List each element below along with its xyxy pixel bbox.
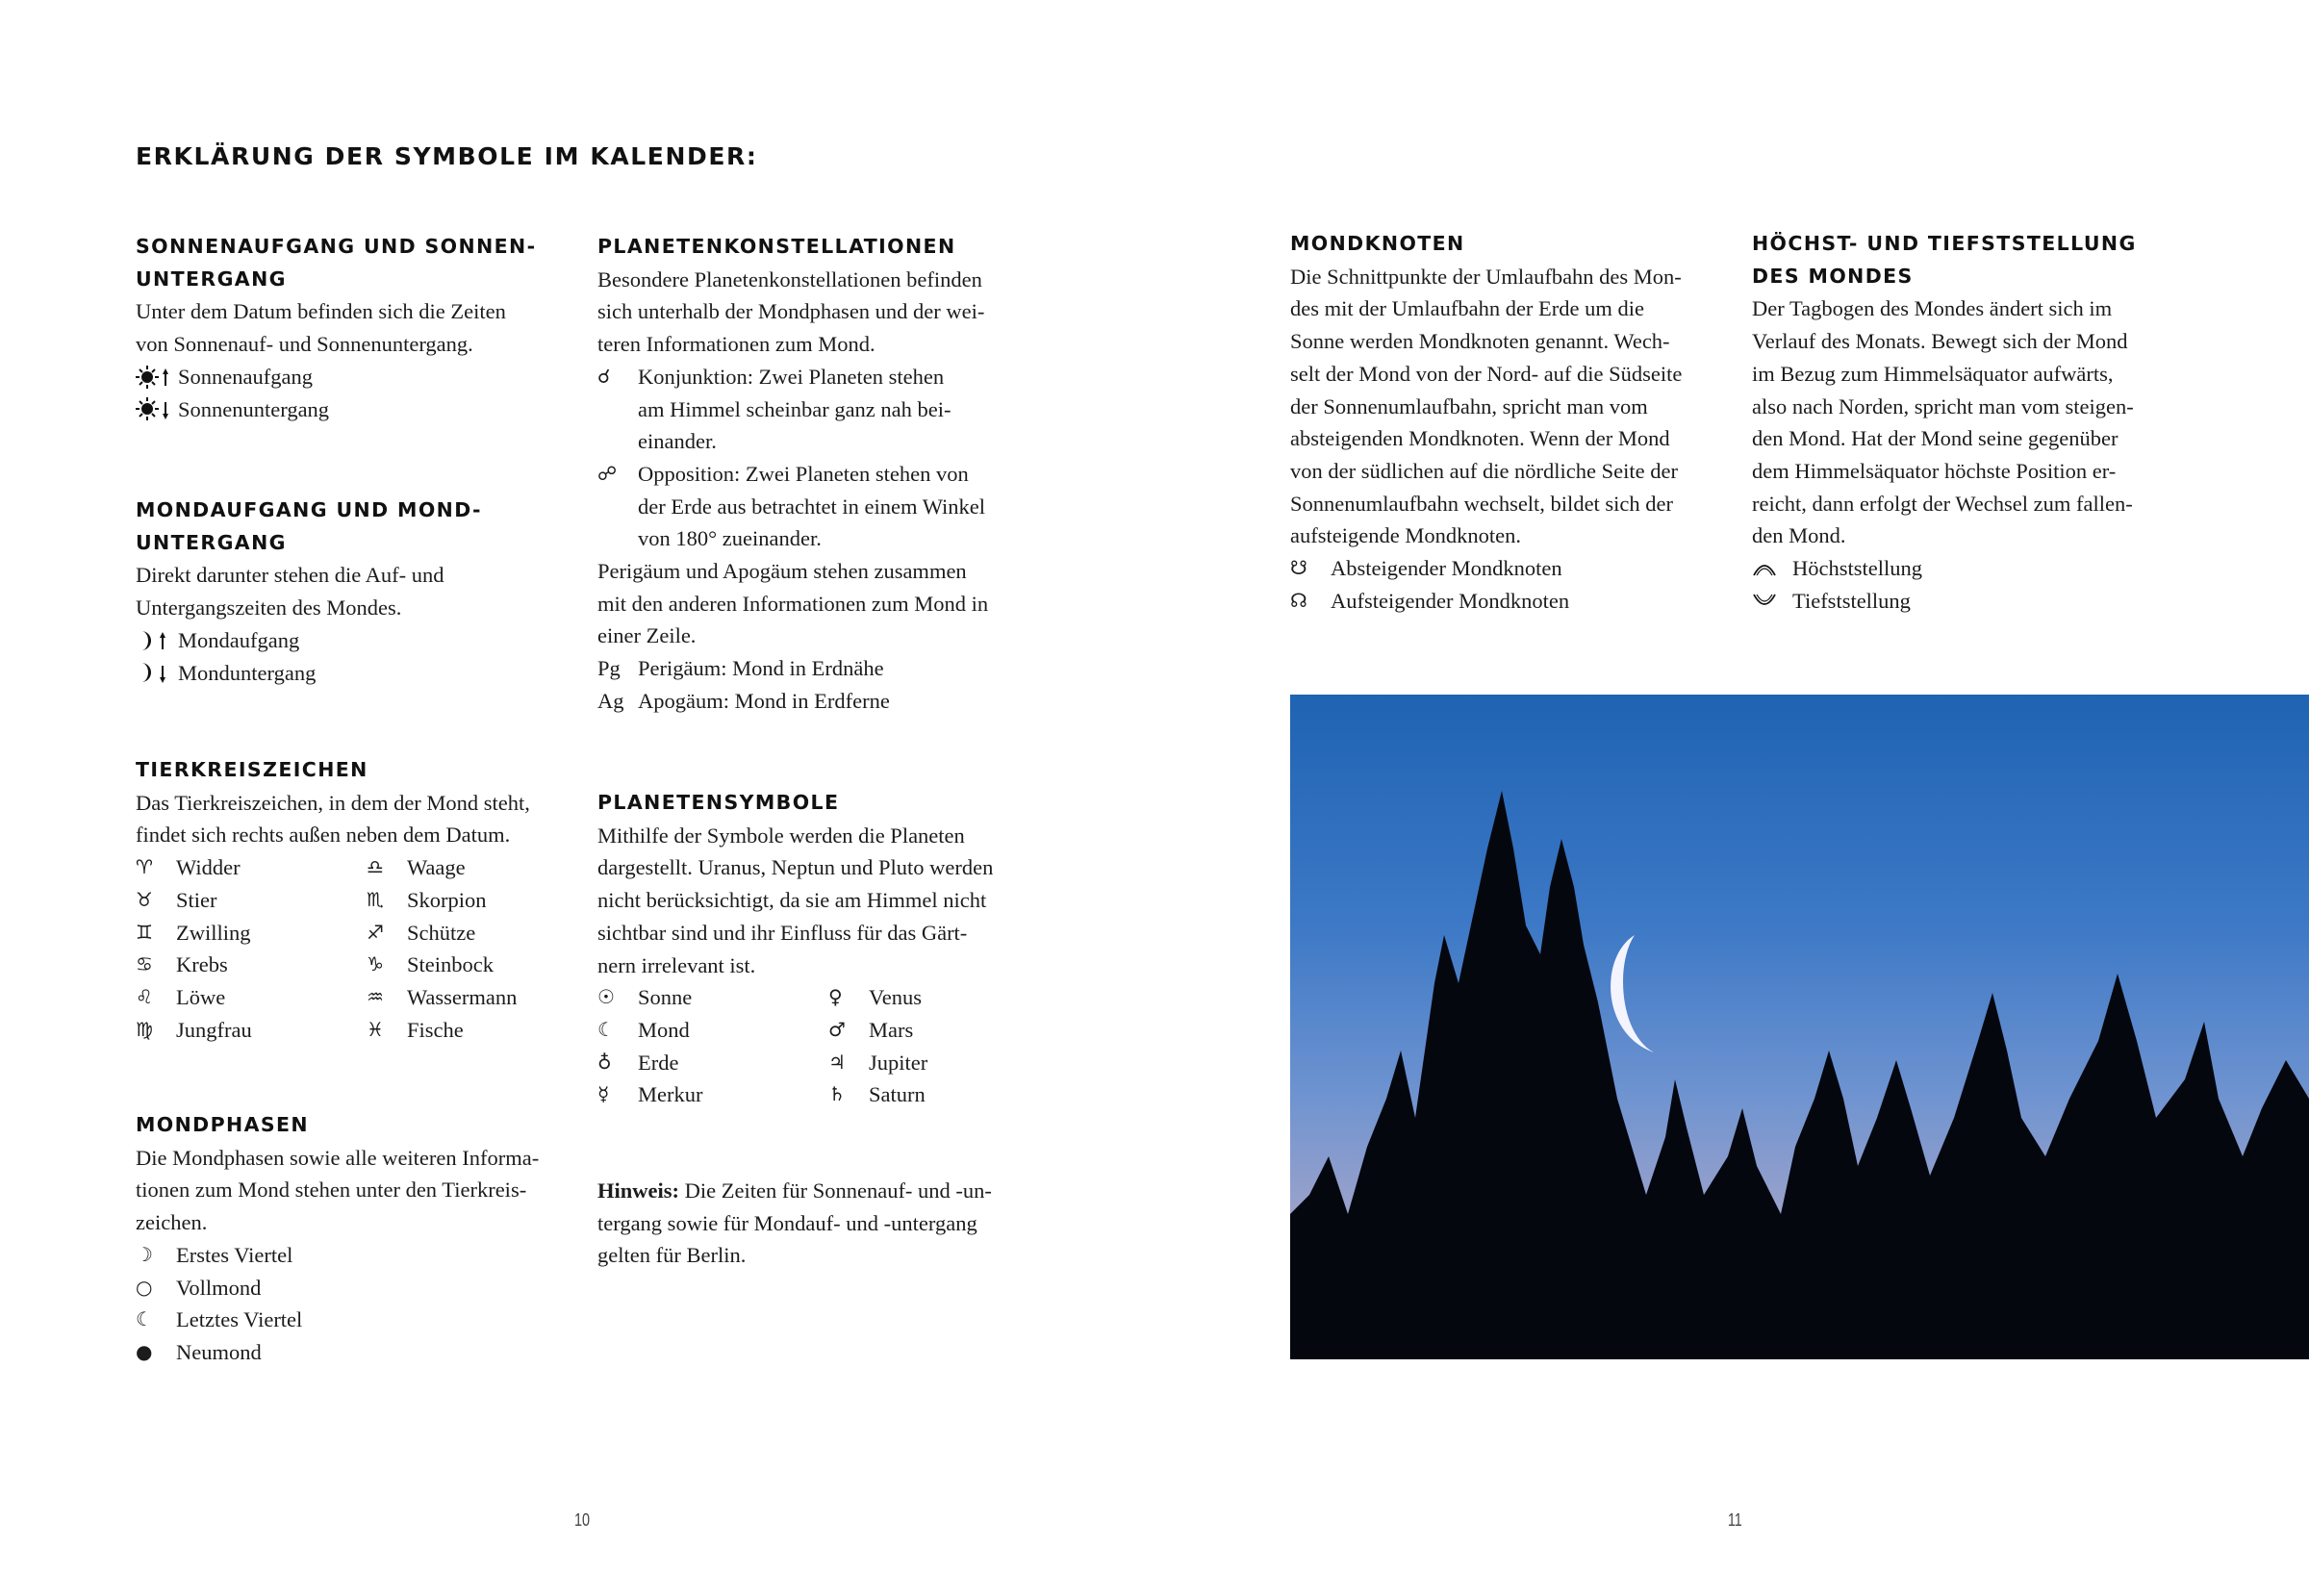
legend-label: Steinbock [407,952,494,977]
note-text: Die Zeiten für Sonnenauf- und -un- [679,1178,992,1203]
body-text: sichtbar sind und ihr Einfluss für das Gärt- [597,920,968,945]
legend-item [136,1336,569,1369]
body-text: dem Himmelsäquator höchste Position er- [1752,458,2117,483]
body-text: Mithilfe der Symbole werden die Planeten [597,823,965,848]
planet-column-right [828,981,1059,1111]
legend-item [1752,585,2195,618]
section-highest-lowest [1752,228,2195,617]
body-text: Verlauf des Monats. Bewegt sich der Mond [1752,329,2128,354]
sun-icon: ☉ [597,985,615,1009]
legend-item [136,981,367,1014]
earth-icon: ♁ [597,1050,612,1074]
legend-label: Neumond [176,1339,262,1364]
legend-item [828,1014,1059,1047]
legend-label: Perigäum: Mond in Erdnähe [638,656,884,681]
jupiter-icon: ♃ [828,1050,846,1074]
body-text: sich unterhalb der Mondphasen und der wei- [597,299,985,324]
legend-label: Monduntergang [178,660,317,685]
legend-item [1752,552,2195,585]
legend-item [597,981,828,1014]
section-heading: MONDKNOTEN [1290,232,1465,255]
taurus-icon: ♉ [136,887,153,911]
legend-item [367,884,597,917]
ascending-node-icon: ☊ [1290,588,1307,612]
conjunction-icon: ☌ [597,364,611,388]
legend-description [638,361,1040,458]
body-text: nicht berücksichtigt, da sie am Himmel nicht [597,888,987,913]
legend-label: Tiefststellung [1792,588,1911,613]
body-text: Der Tagbogen des Mondes ändert sich im [1752,296,2113,321]
legend-label: Krebs [176,952,228,977]
body-text: im Bezug zum Himmelsäquator aufwärts, [1752,361,2114,386]
legend-item [1290,552,1733,585]
capricorn-icon: ♑ [367,952,384,976]
legend-label: Saturn [869,1082,926,1107]
body-text: den Mond. [1752,523,1846,548]
legend-label: Waage [407,855,466,880]
pisces-icon: ♓ [367,1017,384,1041]
moon-up-icon [136,624,176,657]
legend-item [367,981,597,1014]
legend-label: Mondaufgang [178,627,300,652]
page-title: ERKLÄRUNG DER SYMBOLE IM KALENDER: [136,142,758,170]
body-text: zeichen. [136,1210,208,1235]
body-text: des mit der Umlaufbahn der Erde um die [1290,296,1645,321]
legend-item [828,981,1059,1014]
legend-label: Mond [638,1017,690,1042]
body-text: findet sich rechts außen neben dem Datum. [136,823,511,848]
section-sunrise [136,231,569,425]
legend-item [136,1239,569,1272]
note-line: tergang sowie für Mondauf- und -untergang [597,1210,977,1235]
body-text: dargestellt. Uranus, Neptun und Pluto werden [597,855,994,880]
cancer-icon: ♋ [136,952,153,976]
legend-line: am Himmel scheinbar ganz nah bei- [638,396,952,421]
legend-label: Widder [176,855,241,880]
moon-forest-photo [1290,695,2309,1359]
legend-item [136,657,569,690]
legend-item [1290,585,1733,618]
note [597,1175,1050,1272]
section-heading: PLANETENSYMBOLE [597,791,840,814]
section-heading: MONDAUFGANG UND MOND- [136,498,482,521]
legend-label: Vollmond [176,1275,262,1300]
legend-line: einander. [638,429,717,454]
legend-label: Zwilling [176,920,251,945]
full-moon-icon: ○ [136,1275,153,1299]
section-moonrise [136,494,569,689]
body-text: tionen zum Mond stehen unter den Tierkreis- [136,1178,527,1203]
moon-down-icon [136,657,176,690]
body-text: den Mond. Hat der Mond seine gegenüber [1752,426,2119,451]
legend-item [597,1014,828,1047]
legend-label: Mars [869,1017,914,1042]
page-number-left: 10 [574,1510,591,1530]
highest-position-icon [1752,552,1792,585]
legend-item [367,949,597,981]
legend-label: Erstes Viertel [176,1242,293,1267]
new-moon-icon: ● [136,1339,153,1363]
zodiac-column-left [136,851,367,1046]
legend-item [136,851,367,884]
section-heading: MONDPHASEN [136,1113,309,1136]
body-text: reicht, dann erfolgt der Wechsel zum fallen- [1752,491,2133,516]
section-lunar-nodes [1290,228,1733,617]
legend-line: der Erde aus betrachtet in einem Winkel [638,494,986,519]
legend-line: Opposition: Zwei Planeten stehen von [638,461,969,486]
lowest-position-icon [1752,585,1792,618]
body-text: von Sonnenauf- und Sonnenuntergang. [136,332,473,357]
venus-icon: ♀ [828,985,843,1009]
legend-item [136,949,367,981]
body-text: von der südlichen auf die nördliche Seite der [1290,458,1678,483]
body-text: Besondere Planetenkonstellationen befinden [597,266,982,291]
legend-label: Erde [638,1050,679,1075]
legend-item [828,1078,1059,1111]
zodiac-grid [136,851,578,1046]
section-heading: PLANETENKONSTELLATIONEN [597,235,956,258]
legend-label: Aufsteigender Mondknoten [1331,588,1570,613]
legend-label: Schütze [407,920,476,945]
zodiac-column-right [367,851,597,1046]
body-text: mit den anderen Informationen zum Mond in [597,591,989,616]
aquarius-icon: ♒ [367,984,384,1008]
opposition-icon: ☍ [597,461,618,485]
legend-item [136,1014,367,1047]
legend-label: Sonne [638,985,693,1010]
section-zodiac [136,754,578,1046]
legend-item [597,1078,828,1111]
legend-item [597,458,1040,555]
body-text: Sonnenumlaufbahn wechselt, bildet sich der [1290,491,1674,516]
legend-label: Wassermann [407,984,518,1009]
section-heading: UNTERGANG [136,530,287,554]
sun-up-icon [136,361,176,393]
legend-item [828,1047,1059,1079]
first-quarter-icon: ☽ [136,1242,153,1266]
body-text: Perigäum und Apogäum stehen zusammen [597,559,967,584]
body-text: absteigenden Mondknoten. Wenn der Mond [1290,426,1670,451]
legend-item [597,1047,828,1079]
legend-item [136,917,367,950]
section-heading: HÖCHST- UND TIEFSTSTELLUNG [1752,232,2137,255]
apogee-abbr: Ag [597,688,624,713]
legend-item [597,361,1040,458]
body-text: also nach Norden, spricht man vom steigen- [1752,393,2134,418]
page-number-right: 11 [1727,1510,1742,1530]
legend-item [367,917,597,950]
section-moon-phases [136,1109,569,1369]
body-text: Unter dem Datum befinden sich die Zeiten [136,299,506,324]
moon-icon: ☾ [597,1017,615,1041]
scorpio-icon: ♏ [367,887,384,911]
mercury-icon: ☿ [597,1082,610,1106]
body-text: selt der Mond von der Nord- auf die Südseite [1290,361,1683,386]
legend-item [597,685,1040,718]
legend-label: Skorpion [407,887,487,912]
sun-down-icon [136,393,176,426]
legend-item [597,652,1040,685]
planet-column-left [597,981,828,1111]
legend-item [136,624,569,657]
body-text: Sonne werden Mondknoten genannt. Wech- [1290,329,1670,354]
legend-label: Löwe [176,984,226,1009]
saturn-icon: ♄ [828,1082,846,1106]
legend-item [136,393,569,426]
legend-item [367,1014,597,1047]
legend-label: Sonnenaufgang [178,364,313,389]
libra-icon: ♎ [367,855,384,879]
note-line [597,1175,1050,1207]
body-text: Direkt darunter stehen die Auf- und [136,563,444,588]
legend-label: Sonnenuntergang [178,396,330,421]
last-quarter-icon: ☾ [136,1307,153,1331]
body-text: teren Informationen zum Mond. [597,332,875,357]
section-planet-symbols [597,787,1050,1111]
planet-grid [597,981,1050,1111]
section-heading: UNTERGANG [136,266,287,291]
legend-label: Venus [869,985,922,1010]
legend-description [638,458,1040,555]
body-text: Die Schnittpunkte der Umlaufbahn des Mon- [1290,264,1682,289]
legend-label: Jungfrau [176,1017,252,1042]
body-text: Untergangszeiten des Mondes. [136,595,402,621]
aries-icon: ♈ [136,855,153,879]
section-constellations [597,231,1040,718]
legend-item [136,361,569,393]
legend-label: Jupiter [869,1050,928,1075]
note-label: Hinweis: [597,1178,680,1203]
legend-line: von 180° zueinander. [638,526,822,551]
legend-label: Stier [176,887,217,912]
body-text: Das Tierkreiszeichen, in dem der Mond steht, [136,790,530,815]
legend-item [136,1304,569,1336]
mars-icon: ♂ [828,1017,846,1041]
body-text: nern irrelevant ist. [597,952,756,977]
sagittarius-icon: ♐ [367,920,384,944]
leo-icon: ♌ [136,984,153,1008]
legend-line: Konjunktion: Zwei Planeten stehen [638,364,945,389]
body-text: aufsteigende Mondknoten. [1290,523,1521,548]
section-heading: DES MONDES [1752,264,1914,288]
legend-item [367,851,597,884]
legend-item [136,1272,569,1305]
legend-label: Merkur [638,1082,703,1107]
virgo-icon: ♍ [136,1017,153,1041]
note-line: gelten für Berlin. [597,1243,747,1268]
legend-label: Letztes Viertel [176,1307,303,1332]
legend-label: Apogäum: Mond in Erdferne [638,688,890,713]
section-heading: SONNENAUFGANG UND SONNEN- [136,235,537,258]
body-text: der Sonnenumlaufbahn, spricht man vom [1290,393,1648,418]
descending-node-icon: ☋ [1290,556,1307,580]
legend-label: Absteigender Mondknoten [1331,556,1562,581]
perigee-abbr: Pg [597,656,621,681]
legend-item [136,884,367,917]
section-heading: TIERKREISZEICHEN [136,758,368,781]
body-text: Die Mondphasen sowie alle weiteren Informa- [136,1145,540,1170]
legend-label: Höchststellung [1792,556,1922,581]
body-text: einer Zeile. [597,623,697,648]
legend-label: Fische [407,1017,464,1042]
gemini-icon: ♊ [136,920,153,944]
